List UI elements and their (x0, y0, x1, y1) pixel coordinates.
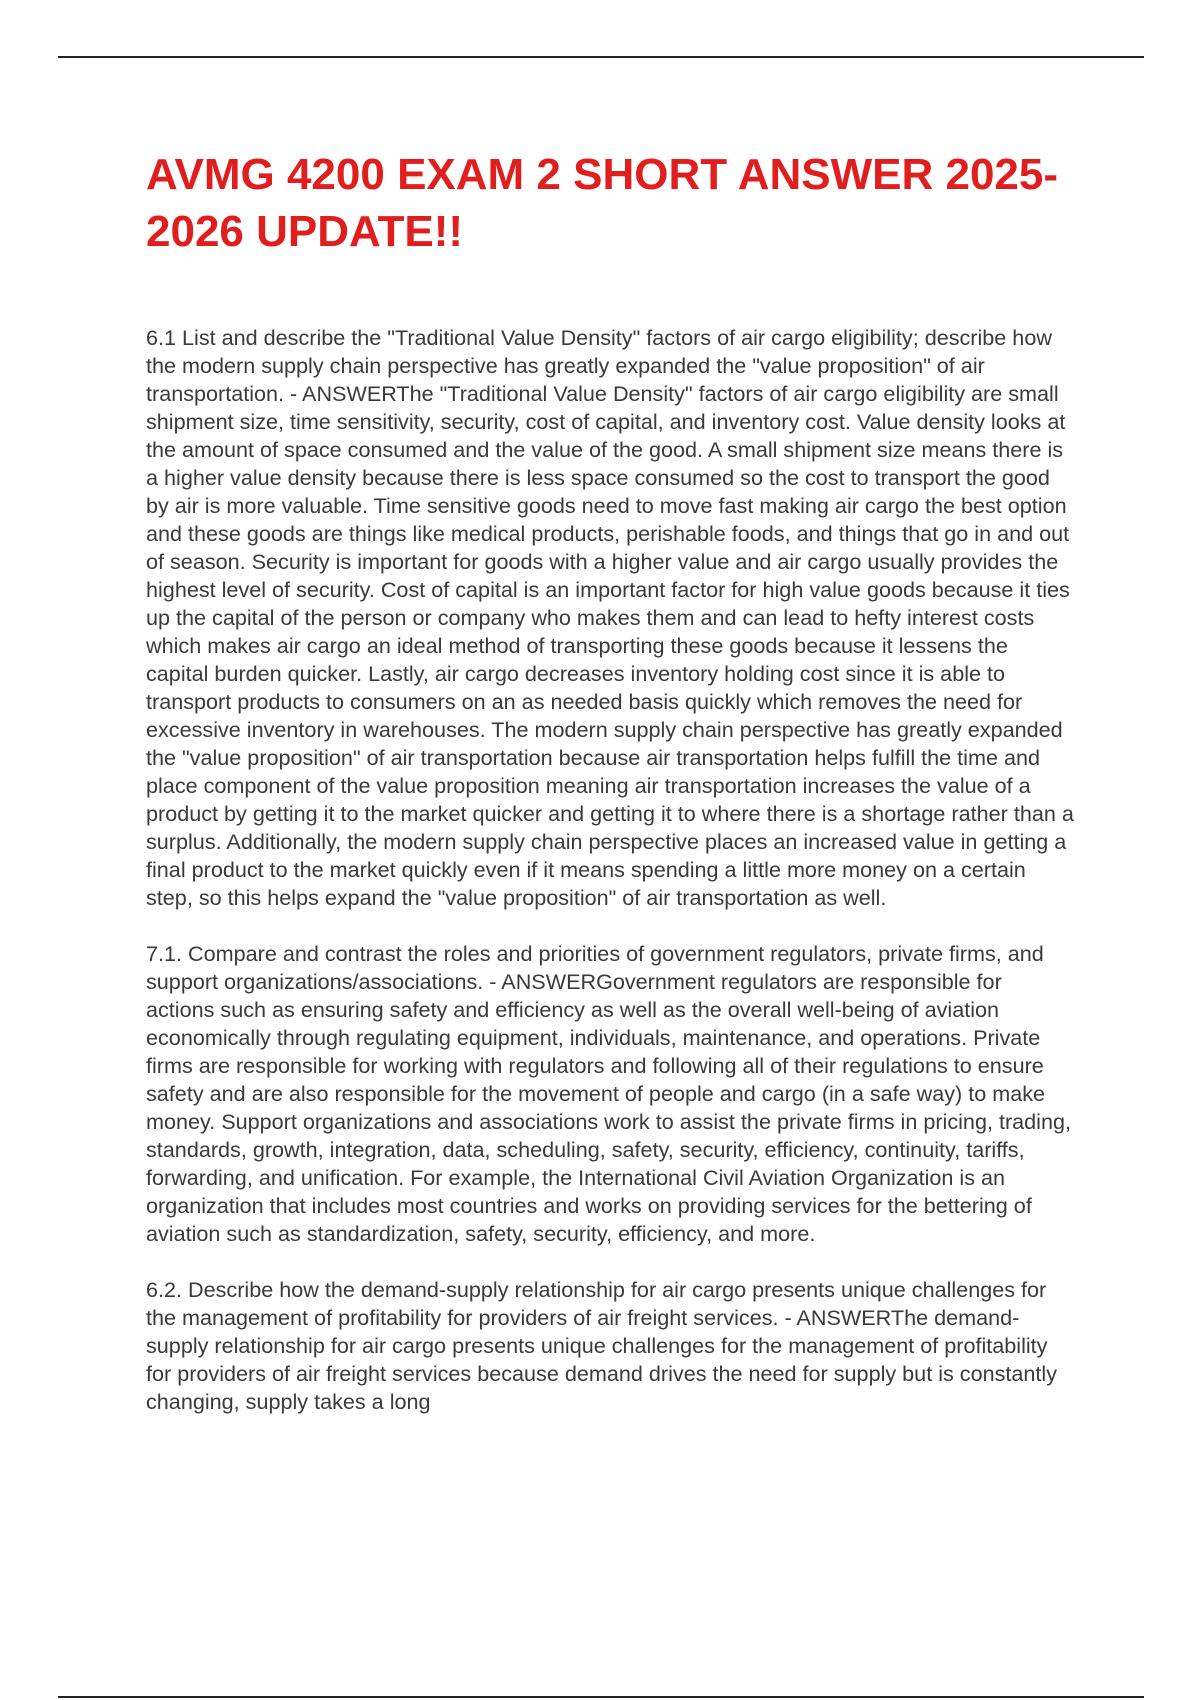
document-title: AVMG 4200 EXAM 2 SHORT ANSWER 2025-2026 UPDATE!! (146, 150, 1059, 256)
document-body (146, 146, 1076, 1444)
qa-item-6-2: 6.2. Describe how the demand-supply relationship for air cargo presents unique challenges for the management of profitability for providers of air freight services. - ANSWERThe demand-supply relationship for air cargo presents unique challenges for the management of profitability for providers of air freight services because demand drives the need for supply but is constantly changing, supply takes a long (146, 1277, 1058, 1414)
qa-item-6-1: 6.1 List and describe the "Traditional Value Density" factors of air cargo eligibility; describe how the modern supply chain perspective has greatly expanded the "value proposition" of air transportation. - ANSWERThe "Traditional Value Density" factors of air cargo eligibility are small shipment size, time sensitivity, security, cost of capital, and inventory cost. Value density looks at the amount of space consumed and the value of the good. A small shipment size means there is a higher value density because there is less space consumed so the cost to transport the good by air is more valuable. Time sensitive goods need to move fast making air cargo the best option and these goods are things like medical products, perishable foods, and things that go in and out of season. Security is important for goods with a higher value and air cargo usually provides the highest level of security. Cost of capital is an important factor for high value goods because it ties up the capital of the person or company who makes them and can lead to hefty interest costs which makes air cargo an ideal method of transporting these goods because it lessens the capital burden quicker. Lastly, air cargo decreases inventory holding cost since it is able to transport products to consumers on an as needed basis quickly which removes the need for excessive inventory in warehouses. The modern supply chain perspective has greatly expanded the "value proposition" of air transportation because air transportation helps fulfill the time and place component of the value proposition meaning air transportation increases the value of a product by getting it to the market quicker and getting it to where there is a shortage rather than a surplus. Additionally, the modern supply chain perspective places an increased value in getting a final product to the market quickly even if it means spending a little more money on a certain step, so this helps expand the "value proposition" of air transportation as well. (146, 325, 1074, 910)
top-rule (58, 56, 1144, 58)
bottom-rule (58, 1696, 1144, 1698)
qa-item-7-1: 7.1. Compare and contrast the roles and priorities of government regulators, private firms, and support organizations/associations. - ANSWERGovernment regulators are responsible for actions such as ensuring safety and efficiency as well as the overall well-being of aviation economically through regulating equipment, individuals, maintenance, and operations. Private firms are responsible for working with regulators and following all of their regulations to ensure safety and are also responsible for the movement of people and cargo (in a safe way) to make money. Support organizations and associations work to assist the private firms in pricing, trading, standards, growth, integration, data, scheduling, safety, security, efficiency, continuity, tariffs, forwarding, and unification. For example, the International Civil Aviation Organization is an organization that includes most countries and works on providing services for the bettering of aviation such as standardization, safety, security, efficiency, and more. (146, 941, 1071, 1246)
